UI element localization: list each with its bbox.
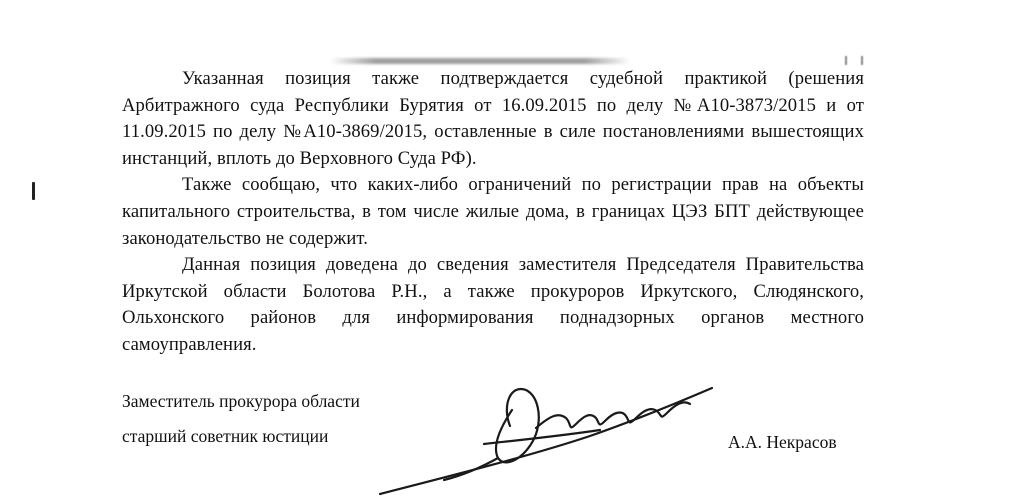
handwritten-signature — [360, 366, 730, 496]
letter-body — [122, 66, 864, 359]
signature-sweep — [380, 388, 712, 494]
margin-mark — [32, 182, 35, 200]
paragraph-registration: Также сообщаю, что каких-либо ограничений по регистрации прав на объекты капитального строительства, в том числе жилые дома, в границах ЦЭЗ БПТ действующее законодательство не содержит. — [122, 174, 864, 249]
signature-return — [444, 458, 498, 480]
signatory-name: А.А. Некрасов — [728, 432, 837, 452]
signatory-position-line2: старший советник юстиции — [122, 426, 329, 446]
paragraph-notification: Данная позиция доведена до сведения заместителя Председателя Правительства Иркутской области Болотова Р.Н., а также прокуроров Иркутского, Слюдянского, Ольхонского районов для информирования поднадзорных органов местного самоуправления. — [122, 254, 864, 355]
signature-loop — [496, 389, 539, 462]
signature-cross — [484, 430, 600, 444]
cropped-previous-line-end — [845, 56, 863, 65]
cropped-previous-line — [330, 58, 630, 64]
signatory-position-line1: Заместитель прокурора области — [122, 391, 360, 411]
paragraph-court-practice: Указанная позиция также подтверждается судебной практикой (решения Арбитражного суда Республики Бурятия от 16.09.2015 по делу №А10-3873/2015 и от 11.09.2015 по делу №А10-3869/2015, оставленные в силе постановлениями вышестоящих инстанций, вплоть до Верховного Суда РФ). — [122, 68, 864, 169]
